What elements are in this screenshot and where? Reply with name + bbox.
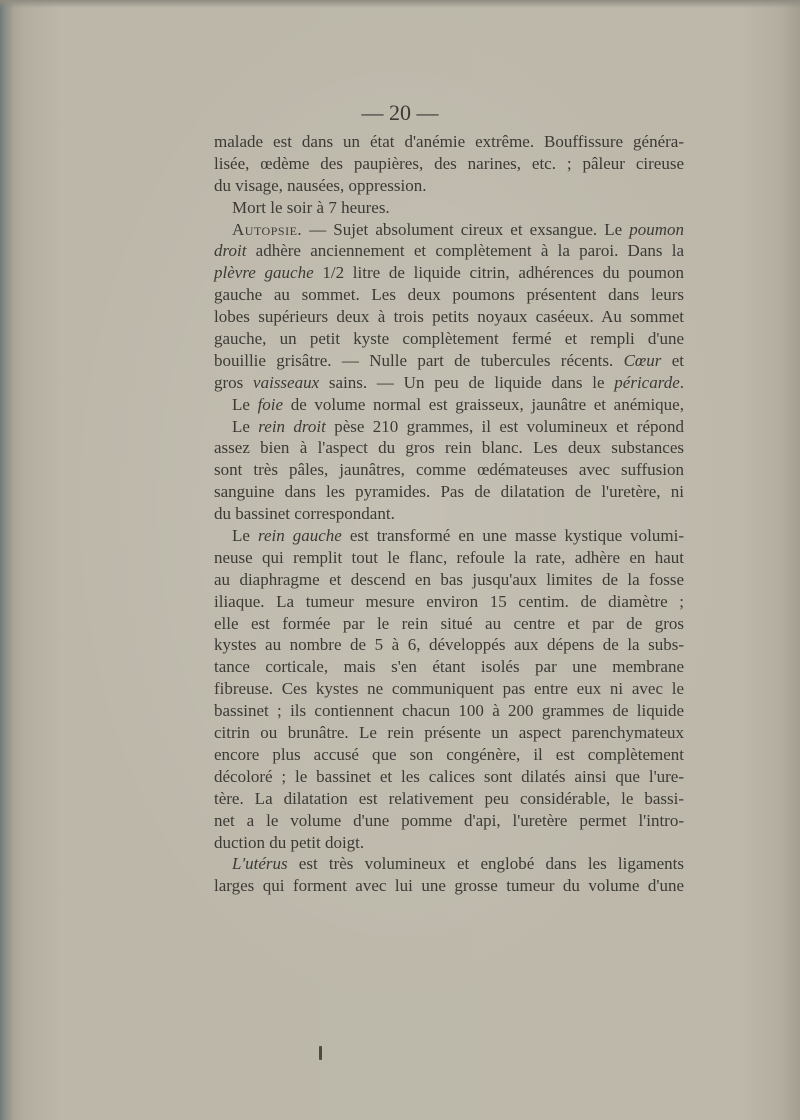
italic-term: poumon	[629, 219, 684, 239]
text-run: gros	[214, 372, 254, 392]
text-line	[214, 240, 684, 262]
italic-term: plèvre gauche	[214, 263, 314, 283]
text-line: fibreuse. Ces kystes ne communiquent pas entre eux ni avec le	[214, 679, 684, 699]
text-line: décoloré ; le bassinet et les calices sont dilatés ainsi que l'ure-	[214, 766, 684, 786]
text-line: du visage, nausées, oppression.	[214, 175, 427, 195]
text-line	[214, 372, 684, 394]
text-run: .	[679, 372, 684, 392]
text-line: net a le volume d'une pomme d'api, l'uretère permet l'intro-	[214, 810, 684, 830]
italic-term: Cœur	[623, 350, 662, 370]
text-line: lobes supérieurs deux à trois petits noyaux caséeux. Au sommet	[214, 307, 684, 327]
section-heading-autopsie: Autopsie.	[232, 219, 303, 239]
text-line	[214, 219, 684, 241]
text-line	[214, 350, 684, 372]
text-run: de volume normal est graisseux, jaunâtre et anémique,	[283, 394, 684, 414]
text-run: Le	[232, 416, 259, 436]
page-binding-edge	[0, 0, 14, 1120]
text-run: 1/2 litre de liquide citrin, adhérences du poumon	[313, 263, 684, 283]
text-line: bassinet ; ils contiennent chacun 100 à 200 grammes de liquide	[214, 701, 684, 721]
text-line	[214, 525, 684, 547]
text-line: sanguine dans les pyramides. Pas de dilatation de l'uretère, ni	[214, 482, 684, 502]
text-line: duction du petit doigt.	[214, 832, 365, 852]
text-run: pèse 210 grammes, il est volumineux et répond	[325, 416, 684, 436]
text-line	[214, 394, 684, 416]
text-line: neuse qui remplit tout le flanc, refoule la rate, adhère en haut	[214, 547, 684, 567]
text-line: assez bien à l'aspect du gros rein blanc. Les deux substances	[214, 438, 684, 458]
text-line: gauche au sommet. Les deux poumons présentent dans leurs	[214, 285, 684, 305]
text-line	[214, 262, 684, 284]
italic-term: L'utérus	[232, 854, 288, 874]
italic-term: rein droit	[258, 416, 326, 436]
text-line: tère. La dilatation est relativement peu considérable, le bassi-	[214, 788, 684, 808]
italic-term: rein gauche	[257, 526, 342, 546]
italic-term: péricarde	[614, 372, 680, 392]
text-run: — Sujet absolument cireux et exsangue. Le	[302, 219, 630, 239]
text-run: adhère anciennement et complètement à la paroi. Dans la	[246, 241, 684, 261]
text-run: et	[661, 350, 684, 370]
text-line: lisée, œdème des paupières, des narines, etc. ; pâleur cireuse	[214, 153, 684, 173]
text-line: malade est dans un état d'anémie extrême. Bouffissure généra-	[214, 132, 684, 151]
italic-term: vaisseaux	[253, 372, 320, 392]
italic-term: droit	[214, 241, 247, 261]
text-line: Mort le soir à 7 heures.	[232, 197, 390, 217]
text-run: Le	[232, 526, 258, 546]
text-run: bouillie grisâtre. — Nulle part de tubercules récents.	[214, 350, 624, 370]
ink-speck	[319, 1046, 322, 1060]
text-line	[214, 853, 684, 875]
text-run: est très volumineux et englobé dans les ligaments	[287, 854, 684, 874]
text-line	[214, 416, 684, 438]
text-line: larges qui forment avec lui une grosse tumeur du volume d'une	[214, 876, 684, 896]
text-line: citrin ou brunâtre. Le rein présente un aspect parenchymateux	[214, 723, 684, 743]
body-text	[214, 131, 684, 897]
italic-term: foie	[257, 394, 284, 414]
text-line: encore plus accusé que son congénère, il est complètement	[214, 744, 684, 764]
text-line: du bassinet correspondant.	[214, 504, 395, 524]
page-top-edge	[0, 0, 800, 8]
text-line: kystes au nombre de 5 à 6, développés aux dépens de la subs-	[214, 635, 684, 655]
text-line: tance corticale, mais s'en étant isolés par une membrane	[214, 657, 684, 677]
text-line: elle est formée par le rein situé au centre et par de gros	[214, 613, 684, 633]
page-number: — 20 —	[361, 100, 439, 125]
text-run: est transformé en une masse kystique volumi-	[341, 526, 684, 546]
text-line: gauche, un petit kyste complètement fermé et rempli d'une	[214, 329, 684, 349]
text-line: au diaphragme et descend en bas jusqu'aux limites de la fosse	[214, 569, 684, 589]
text-line: sont très pâles, jaunâtres, comme œdémateuses avec suffusion	[214, 460, 684, 480]
text-line: iliaque. La tumeur mesure environ 15 centim. de diamètre ;	[214, 591, 684, 611]
text-run: Le	[232, 394, 258, 414]
text-run: sains. — Un peu de liquide dans le	[319, 372, 615, 392]
